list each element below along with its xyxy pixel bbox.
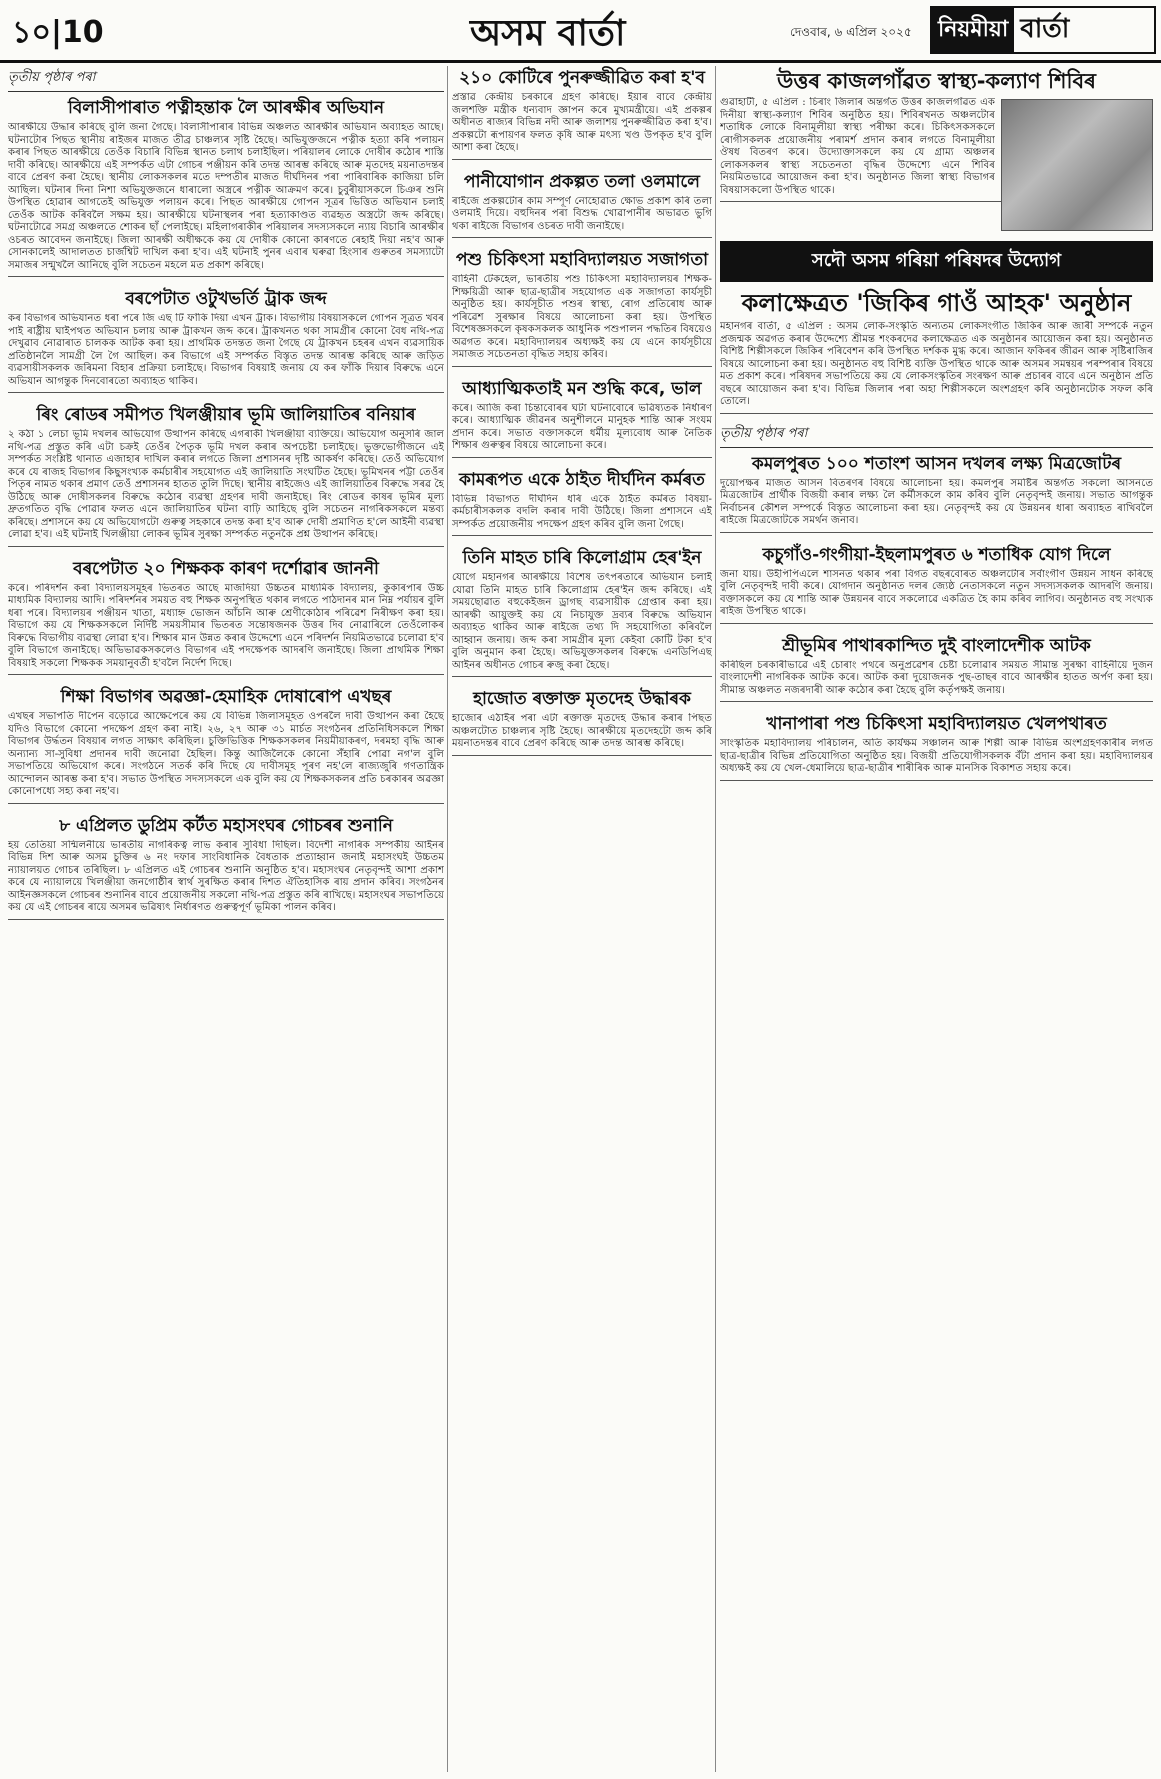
article-headline: ৰিং ৰোডৰ সমীপত খিলঞ্জীয়াৰ ভূমি জালিয়াতিৰ বনিয়াৰ xyxy=(36,405,416,425)
article xyxy=(8,96,444,281)
article xyxy=(720,66,1153,235)
masthead xyxy=(0,0,1161,63)
article-headline: আধ্যাত্মিকতাই মন শুদ্ধি কৰে, ভাল xyxy=(462,378,702,399)
publication-name: অসম বাৰ্তা xyxy=(470,13,626,54)
article-divider xyxy=(452,366,712,367)
article-divider xyxy=(452,237,712,238)
column-right xyxy=(720,66,1153,1772)
article xyxy=(452,66,712,164)
continued-from-label: তৃতীয় পৃষ্ঠাৰ পৰা xyxy=(8,68,444,92)
article-body: জনা যায়। উইপিপিএলে শাসনত থকাৰ পৰা বিগত বছৰবোৰত অঞ্চলটোৰ সৰ্বাংগীণ উন্নয়ন সাধন কৰিছে বুলি নেতৃবৃন্দই দাবী কৰে। যোগদান অনুষ্ঠানত দলৰ জ্যেষ্ঠ নেতাসকলে নতুন সদস্যসকলক আদৰণি জনায়। বক্তাসকলে কয় যে শান্তি আৰু উন্নয়নৰ বাবে সকলোৱে একত্ৰিত হৈ কাম কৰিব লাগিব। অনুষ্ঠানত বহু সংখ্যক ৰাইজ উপস্থিত থাকে। xyxy=(720,568,1153,617)
article xyxy=(8,814,444,924)
article-divider xyxy=(720,780,1153,781)
article-headline: শ্ৰীভূমিৰ পাথাৰকান্দিত দুই বাংলাদেশীক আটক xyxy=(782,635,1091,656)
publication-date: দেওবাৰ, ৬ এপ্ৰিল ২০২৫ xyxy=(790,25,912,39)
article-divider xyxy=(452,457,712,458)
article xyxy=(720,543,1153,628)
continued-from-label: তৃতীয় পৃষ্ঠাৰ পৰা xyxy=(720,424,1153,448)
article-body: দুয়োপক্ষৰ মাজত আসন বিতৰণৰ বিষয়ে আলোচনা হয়। কমলপুৰ সমষ্টিৰ অন্তৰ্গত সকলো আসনতে মিত্ৰজোটৰ প্ৰাৰ্থীক বিজয়ী কৰাৰ লক্ষ্য লৈ কৰ্মীসকলে কাম কৰিব বুলি নেতৃবৃন্দই জনায়। সভাত আগন্তুক নিৰ্বাচনৰ কৌশল সম্পৰ্কে বিস্তৃত আলোচনা কৰা হয়। নেতৃবৃন্দই কয় যে উন্নয়নৰ ধাৰা অব্যাহত ৰাখিবলৈ ৰাইজে মিত্ৰজোটকে সমৰ্থন জনাব। xyxy=(720,477,1153,526)
article-body: আৰক্ষীয়ে উদ্ধাৰ কৰিছে বুলি জনা গৈছে। বিলাসীপাৰাৰ বিভিন্ন অঞ্চলত আৰক্ষীৰ অভিযান অব্যাহত আছে। ঘটনাটোৰ পিছত স্থানীয় ৰাইজৰ মাজত তীব্ৰ চাঞ্চল্যৰ সৃষ্টি হৈছে। অভিযুক্তজনে পত্নীক হত্যা কৰি পলায়ন কৰাৰ পিছত আৰক্ষীয়ে তেওঁক বিচাৰি বিভিন্ন স্থানত চলাথ চলাইছিল। পৰিয়ালৰ লোকে দোষীৰ কঠোৰ শাস্তি দাবী কৰিছে। আৰক্ষীয়ে এই সম্পৰ্কত এটা গোচৰ পঞ্জীয়ন কৰি তদন্ত আৰম্ভ কৰিছে আৰু মৃতদেহ ময়নাতদন্তৰ বাবে প্ৰেৰণ কৰা হৈছে। স্থানীয় লোকসকলৰ মতে দম্পতীৰ মাজত দীৰ্ঘদিনৰ পৰা পাৰিবাৰিক কাজিয়া চলি আছিল। ঘটনাৰ দিনা নিশা অভিযুক্তজনে ধাৰালো অস্ত্ৰৰে পত্নীক আক্ৰমণ কৰে। চুবুৰীয়াসকলে চিঞৰ শুনি উপস্থিত হোৱাৰ আগতেই অভিযুক্ত পলায়ন কৰে। পিছত আৰক্ষীয়ে গোপন সূত্ৰৰ ভিত্তিত অভিযান চলাই তেওঁক আটক কৰিবলৈ সক্ষম হয়। আৰক্ষীয়ে ঘটনাস্থলৰ পৰা হত্যাকাণ্ডত ব্যৱহৃত অস্ত্ৰটো জব্দ কৰিছে। ঘটনাটোৱে সমগ্ৰ অঞ্চলতে শোকৰ ছাঁ পেলাইছে। মহিলাগৰাকীৰ পৰিয়ালৰ সদস্যসকলে ন্যায় বিচাৰি আৰক্ষীৰ ওচৰত আবেদন জনাইছে। জিলা আৰক্ষী অধীক্ষকে কয় যে দোষীক কোনো কাৰণতে ৰেহাই দিয়া নহ'ব আৰু সোনকালেই আদালতত চাৰ্জশ্বিট দাখিল কৰা হ'ব। এই ঘটনাই পুনৰ এবাৰ ঘৰুৱা হিংসাৰ গুৰুতৰ সমস্যাটো সমাজৰ সন্মুখলৈ আনিছে বুলি সচেতন মহলে মত প্ৰকাশ কৰিছে। xyxy=(8,122,444,271)
article-body: মহানগৰ বাৰ্তা, ৫ এপ্ৰিল : অসম লোক-সংস্কৃতি অন্যতম লোকসংগীত জিকিৰ আৰু জাৰী সম্পৰ্কে নতুন প্ৰজন্মক অৱগত কৰাৰ উদ্দেশ্যে শ্ৰীমন্ত শংকৰদেৱ কলাক্ষেত্ৰত এক অনুষ্ঠানৰ আয়োজন কৰা হয়। অনুষ্ঠানত বিশিষ্ট শিল্পীসকলে জিকিৰ পৰিবেশন কৰি উপস্থিত দৰ্শকক মুগ্ধ কৰে। আজান ফকিৰৰ জীৱন আৰু সৃষ্টিৰাজিৰ বিষয়ে আলোচনা কৰা হয়। অনুষ্ঠানত বহু বিশিষ্ট ব্যক্তি উপস্থিত থাকে আৰু অসমৰ সমন্বয়ৰ পৰম্পৰাৰ বিষয়ে মত প্ৰকাশ কৰে। পৰিষদৰ সভাপতিয়ে কয় যে লোকসংস্কৃতিৰ সংৰক্ষণ আৰু প্ৰচাৰৰ বাবে এনে অনুষ্ঠান প্ৰতি বছৰে আয়োজন কৰা হ'ব। বিভিন্ন জিলাৰ পৰা অহা শিল্পীসকলে অংশগ্ৰহণ কৰি অনুষ্ঠানটোক সফল কৰি তোলে। xyxy=(720,321,1153,407)
article-divider xyxy=(8,919,444,920)
article-headline: পশু চিকিৎসা মহাবিদ্যালয়ত সজাগতা xyxy=(455,250,709,270)
article xyxy=(720,712,1153,785)
section-banner: সদৌ অসম গৰিয়া পৰিষদৰ উদ্যোগ xyxy=(720,241,1153,282)
article-body: যোগে মহানগৰ আৰক্ষীয়ে বিশেষ তৎপৰতাৰে অভিযান চলাই যোৱা তিনি মাহত চাৰি কিলোগ্ৰাম হেৰ'ইন জব্দ কৰিছে। এই সময়ছোৱাত বহুকেইজন ড্ৰাগছ ব্যৱসায়ীক গ্ৰেপ্তাৰ কৰা হয়। আৰক্ষী আয়ুক্তই কয় যে নিচাযুক্ত দ্ৰব্যৰ বিৰুদ্ধে অভিযান অব্যাহত থাকিব আৰু ৰাইজে তথ্য দি সহযোগিতা কৰিবলৈ আহ্বান জনায়। জব্দ কৰা সামগ্ৰীৰ মূল্য কেইবা কোটি টকা হ'ব বুলি অনুমান কৰা হৈছে। অভিযুক্তসকলৰ বিৰুদ্ধে এনডিপিএছ আইনৰ অধীনত গোচৰ ৰুজু কৰা হৈছে। xyxy=(452,572,712,671)
article-headline: হাজোত ৰক্তাক্ত মৃতদেহ উদ্ধাৰক xyxy=(473,689,691,709)
article xyxy=(8,557,444,680)
article-divider xyxy=(452,676,712,677)
article xyxy=(452,687,712,760)
article-divider xyxy=(8,674,444,675)
article-body: কৰে। আজি কৰা চিন্তাবোৰৰ ঘটা ঘটনাবোৰে ভৱিষ্যতক নিৰ্ধাৰণ কৰে। আধ্যাত্মিক জীৱনৰ অনুশীলনে মানুহক শান্তি আৰু সংযম প্ৰদান কৰে। সভাত বক্তাসকলে ধৰ্মীয় মূল্যবোধ আৰু নৈতিক শিক্ষাৰ গুৰুত্বৰ বিষয়ে আলোচনা কৰে। xyxy=(452,402,712,451)
article-body: কৰিছিল চৰকাৰীভাৱে এই চোৰাং পথৰে অনুপ্ৰৱেশৰ চেষ্টা চলোৱাৰ সময়ত সীমান্ত সুৰক্ষা বাহিনীয়ে দুজন বাংলাদেশী নাগৰিকক আটক কৰে। আটক কৰা দুয়োজনক পুছ-তাছৰ বাবে আৰক্ষীৰ হাতত অৰ্পণ কৰা হয়। সীমান্ত অঞ্চলত নজৰদাৰী আৰু কঠোৰ কৰা হৈছে বুলি কৰ্তৃপক্ষই জনায়। xyxy=(720,659,1153,696)
column-middle xyxy=(452,66,712,1772)
column-rule xyxy=(715,66,716,1772)
article-headline: ৮ এপ্ৰিলত ডুপ্ৰিম কৰ্টত মহাসংঘৰ গোচৰৰ শুনানি xyxy=(59,815,393,836)
article-headline: কামৰূপত একে ঠাইত দীৰ্ঘদিন কৰ্মৰত xyxy=(459,469,705,490)
article-body: সাংস্কৃতিক মহাবিদ্যালয় পৰিচালন, অতি কাৰ্যক্ষম সঞ্চালন আৰু শিল্পী আৰু বিভিন্ন অংশগ্ৰহণকাৰীৰ লগত ছাত্ৰ-ছাত্ৰীৰ বিভিন্ন প্ৰতিযোগিতা অনুষ্ঠিত হয়। বিজয়ী প্ৰতিযোগীসকলক বঁটা প্ৰদান কৰা হয়। মহাবিদ্যালয়ৰ অধ্যক্ষই কয় যে খেল-ধেমালিয়ে ছাত্ৰ-ছাত্ৰীৰ শাৰীৰিক আৰু মানসিক বিকাশত সহায় কৰে। xyxy=(720,738,1153,774)
logo xyxy=(930,6,1156,54)
article-divider xyxy=(8,803,444,804)
article-headline: বৰপেটাত ২০ শিক্ষকক কাৰণ দৰ্শোৱাৰ জাননী xyxy=(73,558,379,579)
article-headline: খানাপাৰা পশু চিকিৎসা মহাবিদ্যালয়ত খেলপথাৰত xyxy=(766,714,1107,734)
logo-right-text: বাৰ্তা xyxy=(1020,14,1070,44)
article-headline: শিক্ষা বিভাগৰ অৱজ্ঞা-হেমাহিক দোষাৰোপ এখছৰ xyxy=(60,687,392,707)
article-headline: কলাক্ষেত্ৰত 'জিকিৰ গাওঁ আহক' অনুষ্ঠান xyxy=(741,289,1132,317)
article xyxy=(720,452,1153,537)
article-headline: ২১০ কোটিৰে পুনৰুজ্জীৱিত কৰা হ'ব xyxy=(459,68,705,88)
article-headline: বিলাসীপাৰাত পত্নীহন্তাক লৈ আৰক্ষীৰ অভিযান xyxy=(67,98,385,118)
article xyxy=(8,685,444,808)
article-divider xyxy=(8,546,444,547)
article-headline: উত্তৰ কাজলগাঁৱত স্বাস্থ্য-কল্যাণ শিবিৰ xyxy=(777,69,1096,93)
column-left xyxy=(8,66,444,1772)
article-headline: তিনি মাহত চাৰি কিলোগ্ৰাম হেৰ'ইন xyxy=(462,548,702,568)
article-divider xyxy=(720,623,1153,624)
article-divider xyxy=(720,413,1153,414)
article-body: ৰাইজে প্ৰকল্পটোৰ কাম সম্পূৰ্ণ নোহোৱাত ক্ষোভ প্ৰকাশ কৰি তলা ওলমাই দিয়ে। বহুদিনৰ পৰা বিশুদ্ধ খোৱাপানীৰ অভাৱত ভুগি থকা ৰাইজে বিভাগৰ ওচৰত দাবী জনাইছে। xyxy=(452,195,712,232)
article-divider xyxy=(8,276,444,277)
article xyxy=(720,286,1153,418)
article-body: প্ৰস্তাৱ কেন্দ্ৰীয় চৰকাৰে গ্ৰহণ কৰিছে। ইয়াৰ বাবে কেন্দ্ৰীয় জলশক্তি মন্ত্ৰীক ধন্যবাদ জ্ঞাপন কৰে মুখ্যমন্ত্ৰীয়ে। এই প্ৰকল্পৰ অধীনত ৰাজ্যৰ বিভিন্ন নদী আৰু জলাশয় পুনৰুজ্জীৱিত কৰা হ'ব। প্ৰকল্পটো ৰূপায়ণৰ ফলত কৃষি আৰু মৎস্য খণ্ড উপকৃত হ'ব বুলি আশা কৰা হৈছে। xyxy=(452,92,712,153)
article-divider xyxy=(720,532,1153,533)
article xyxy=(452,468,712,541)
article-body: হাজোৰ এঠাইৰ পৰা এটা ৰক্তাক্ত মৃতদেহ উদ্ধাৰ কৰাৰ পিছত অঞ্চলটোত চাঞ্চল্যৰ সৃষ্টি হৈছে। আৰক্ষীয়ে মৃতদেহটো জব্দ কৰি ময়নাতদন্তৰ বাবে প্ৰেৰণ কৰিছে আৰু তদন্ত আৰম্ভ কৰিছে। xyxy=(452,713,712,749)
article-headline: পানীযোগান প্ৰকল্পত তলা ওলমালে xyxy=(464,171,700,192)
article xyxy=(452,546,712,681)
article xyxy=(452,170,712,243)
article-headline: বৰপেটাত ওটুখভৰ্তি ট্ৰাক জব্দ xyxy=(125,289,327,309)
article-body: বিভিন্ন বিভাগত দীৰ্ঘদিন ধৰি একে ঠাইত কৰ্মৰত বিষয়া-কৰ্মচাৰীসকলক বদলি কৰাৰ দাবী উঠিছে। জিলা প্ৰশাসনে এই সম্পৰ্কত প্ৰয়োজনীয় পদক্ষেপ গ্ৰহণ কৰিব বুলি জনা গৈছে। xyxy=(452,493,712,530)
article-divider xyxy=(452,535,712,536)
article-divider xyxy=(720,701,1153,702)
logo-left-text: নিয়মীয়া xyxy=(932,8,1014,53)
article-headline: কমলপুৰত ১০০ শতাংশ আসন দখলৰ লক্ষ্য মিত্ৰজোটৰ xyxy=(751,453,1122,474)
article-body: কৰ বিভাগৰ অভিযানত ধৰা পৰে জি এছ টি ফাঁকি দিয়া এখন ট্ৰাক। বিভাগীয় বিষয়াসকলে গোপন সূত্ৰত খবৰ পাই ৰাষ্ট্ৰীয় ঘাইপথত অভিযান চলায় আৰু ট্ৰাকখন জব্দ কৰে। ট্ৰাকখনত থকা সামগ্ৰীৰ কোনো বৈধ নথি-পত্ৰ দেখুৱাব নোৱাৰাত চালকক আটক কৰা হয়। প্ৰাথমিক তদন্তত জনা গৈছে যে ট্ৰাকখন চহৰৰ এখন ব্যৱসায়িক প্ৰতিষ্ঠানলৈ সামগ্ৰী লৈ গৈ আছিল। কৰ বিভাগে এই সম্পৰ্কত বিস্তৃত তদন্ত আৰম্ভ কৰিছে আৰু জড়িত ব্যৱসায়ীসকলক জৰিমনা বিহাৰ প্ৰক্ৰিয়া চলাইছে। বিভাগৰ বিষয়াই জনায় যে কৰ ফাঁকি দিয়াৰ বিৰুদ্ধে এনে অভিযান আগন্তুক দিনবোৰতো অব্যাহত থাকিব। xyxy=(8,313,444,387)
page-number: ১০|10 xyxy=(12,15,104,50)
article-body: কৰে। পৰিদৰ্শন কৰা বিদ্যালয়সমূহৰ ভিতৰত আছে মাজদিয়া উচ্চতৰ মাধ্যমিক বিদ্যালয়, কুকাৰপাৰ উচ্চ মাধ্যমিক বিদ্যালয় আদি। পৰিদৰ্শনৰ সময়ত বহু শিক্ষক অনুপস্থিত থকাৰ লগতে পাঠদানৰ মান নিম্ন পৰ্যায়ৰ বুলি ধৰা পৰে। বিদ্যালয়ৰ পঞ্জীয়ন খাতা, মধ্যাহ্ন ভোজন আঁচনি আৰু শ্ৰেণীকোঠাৰ পৰিৱেশ নিৰীক্ষণ কৰা হয়। বিভাগে কয় যে শিক্ষকসকলে নিৰ্দিষ্ট সময়সীমাৰ ভিতৰত সন্তোষজনক উত্তৰ দিব নোৱাৰিলে তেওঁলোকৰ বিৰুদ্ধে বিভাগীয় ব্যৱস্থা লোৱা হ'ব। শিক্ষাৰ মান উন্নত কৰাৰ উদ্দেশ্যে এনে পৰিদৰ্শন নিয়মিতভাৱে চলোৱা হ'ব বুলি বিভাগে জনাইছে। অভিভাৱকসকলেও বিভাগৰ এই পদক্ষেপক আদৰণি জনাইছে। জিলা প্ৰাথমিক শিক্ষা বিষয়াই সকলো শিক্ষকক সময়ানুবৰ্তী হ'বলৈ নিৰ্দেশ দিছে। xyxy=(8,582,444,669)
article xyxy=(452,377,712,462)
article-body: এখছৰ সভাপতি দীপেন বড়োৱে আক্ষেপেৰে কয় যে বিভিন্ন জিলাসমূহত ওপৰলৈ দাবী উত্থাপন কৰা হৈছে যদিও বিভাগে কোনো পদক্ষেপ গ্ৰহণ কৰা নাই। ২৬, ২৭ আৰু ৩১ মাৰ্চত সংগঠনৰ প্ৰতিনিধিসকলে শিক্ষা বিভাগৰ উৰ্দ্ধতন বিষয়াৰ লগত সাক্ষাৎ কৰিছিল। চুক্তিভিত্তিক শিক্ষকসকলৰ নিয়মীয়াকৰণ, দৰমহা বৃদ্ধি আৰু অন্যান্য সা-সুবিধা প্ৰদানৰ দাবী জনোৱা হৈছিল। কিন্তু আজিলৈকে কোনো সঁহাৰি পোৱা নগ'ল বুলি সভাপতিয়ে অভিযোগ কৰে। সংগঠনে সতৰ্ক কৰি দিছে যে দাবীসমূহ পূৰণ নহ'লে ৰাজ্যজুৰি গণতান্ত্ৰিক আন্দোলন আৰম্ভ কৰা হ'ব। সভাত উপস্থিত সদস্যসকলে এক বুলি কয় যে শিক্ষকসকলৰ প্ৰতি চৰকাৰৰ অৱজ্ঞা কোনোপধ্যে সহ্য কৰা নহ'ব। xyxy=(8,711,444,797)
article-body: ২ কঠা ১ লেচা ভূমি দখলৰ অভিযোগ উত্থাপন কৰিছে এগৰাকী খিলঞ্জীয়া ব্যক্তিয়ে। অভিযোগ অনুসৰি জাল নথি-পত্ৰ প্ৰস্তুত কৰি এটা চক্ৰই তেওঁৰ পৈতৃক ভূমি দখল কৰাৰ অপচেষ্টা চলাইছে। ভুক্তভোগীজনে এই সম্পৰ্কত সংশ্লিষ্ট থানাত এজাহাৰ দাখিল কৰাৰ লগতে জিলা প্ৰশাসনৰ দৃষ্টি আকৰ্ষণ কৰিছে। তেওঁ অভিযোগ কৰে যে ৰাজহ বিভাগৰ কিছুসংখ্যক কৰ্মচাৰীৰ সহযোগত এই জালিয়াতি সংঘটিত হৈছে। ভূমিখনৰ পট্টা তেওঁৰ পিতৃৰ নামত থকাৰ প্ৰমাণ তেওঁ প্ৰশাসনৰ হাতত তুলি দিছে। স্থানীয় ৰাইজেও এই জালিয়াতিৰ বিৰুদ্ধে সৰৱ হৈ উঠিছে আৰু দোষীসকলৰ বিৰুদ্ধে কঠোৰ ব্যৱস্থা গ্ৰহণৰ দাবী জনাইছে। ৰিং ৰোডৰ কাষৰ ভূমিৰ মূল্য দ্ৰুতগতিত বৃদ্ধি পোৱাৰ ফলত এনে জালিয়াতিৰ ঘটনা বাঢ়ি আহিছে বুলি সচেতন নাগৰিকসকলে মন্তব্য কৰিছে। প্ৰশাসনে কয় যে অভিযোগটো গুৰুত্ব সহকাৰে তদন্ত কৰা হ'ব আৰু দোষী প্ৰমাণিত হ'লে আইনী ব্যৱস্থা লোৱা হ'ব। এই ঘটনাই খিলঞ্জীয়া লোকৰ ভূমিৰ সুৰক্ষা সম্পৰ্কত নতুনকৈ প্ৰশ্ন উত্থাপন কৰিছে। xyxy=(8,429,444,540)
article xyxy=(8,287,444,397)
article xyxy=(8,403,444,551)
article-body: গুৱাহাটী, ৫ এপ্ৰিল : চিৰাং জিলাৰ অন্তৰ্গত উত্তৰ কাজলগাঁৱত এক দিনীয়া স্বাস্থ্য-কল্যাণ শিবিৰ অনুষ্ঠিত হয়। শিবিৰখনত অঞ্চলটোৰ শতাধিক লোকে বিনামূলীয়া স্বাস্থ্য পৰীক্ষা কৰে। চিকিৎসকসকলে ৰোগীসকলক প্ৰয়োজনীয় পৰামৰ্শ প্ৰদান কৰাৰ লগতে বিনামূলীয়া ঔষধ বিতৰণ কৰে। উদ্যোক্তাসকলে কয় যে গ্ৰাম্য অঞ্চলৰ লোকসকলৰ স্বাস্থ্য সচেতনতা বৃদ্ধিৰ উদ্দেশ্যে এনে শিবিৰ নিয়মিতভাৱে আয়োজন কৰা হ'ব। অনুষ্ঠানত জিলা স্বাস্থ্য বিভাগৰ বিষয়াসকলো উপস্থিত থাকে। xyxy=(720,97,995,196)
column-rule xyxy=(447,66,448,1772)
article-divider xyxy=(452,755,712,756)
article-divider xyxy=(452,159,712,160)
news-photo xyxy=(1001,99,1153,231)
article-body: বাহিনী টেকহেল, ভাৰতীয় পশু চিকিৎসা মহাবিদ্যালয়ৰ শিক্ষক-শিক্ষয়িত্ৰী আৰু ছাত্ৰ-ছাত্ৰীৰ সহযোগত এক সজাগতা কাৰ্যসূচী অনুষ্ঠিত হয়। কাৰ্যসূচীত পশুৰ স্বাস্থ্য, ৰোগ প্ৰতিৰোধ আৰু পৰিৱেশ সুৰক্ষাৰ বিষয়ে আলোচনা কৰা হয়। উপস্থিত বিশেষজ্ঞসকলে কৃষকসকলক আধুনিক পশুপালন পদ্ধতিৰ বিষয়েও অৱগত কৰে। মহাবিদ্যালয়ৰ অধ্যক্ষই কয় যে এনে কাৰ্যসূচীয়ে সমাজত সচেতনতা বৃদ্ধিত সহায় কৰিব। xyxy=(452,274,712,360)
article-body: হয় তেতিয়া সন্মিলনীয়ে ভাৰতীয় নাগৰিকত্ব লাভ কৰাৰ সুবিধা দিছিল। বিদেশী নাগৰিক সম্পৰ্কীয় আইনৰ বিভিন্ন দিশ আৰু অসম চুক্তিৰ ৬ নং দফাৰ সাংবিধানিক বৈধতাক প্ৰত্যাহ্বান জনাই মহাসংঘই উচ্চতম ন্যায়ালয়ত গোচৰ তৰিছিল। ৮ এপ্ৰিলত এই গোচৰৰ শুনানি অনুষ্ঠিত হ'ব। মহাসংঘৰ নেতৃবৃন্দই আশা প্ৰকাশ কৰে যে ন্যায়ালয়ে খিলঞ্জীয়া জনগোষ্ঠীৰ স্বাৰ্থ সুৰক্ষিত কৰাৰ দিশত ঐতিহাসিক ৰায় প্ৰদান কৰিব। সংগঠনৰ আইনজ্ঞসকলে গোচৰৰ শুনানিৰ বাবে প্ৰয়োজনীয় সকলো নথি-পত্ৰ প্ৰস্তুত কৰি ৰাখিছে। মহাসংঘৰ সভাপতিয়ে কয় যে এই গোচৰৰ ৰায়ে অসমৰ ভৱিষ্যৎ নিৰ্ধাৰণত গুৰুত্বপূৰ্ণ ভূমিকা পালন কৰিব। xyxy=(8,839,444,913)
article-divider xyxy=(8,392,444,393)
article xyxy=(452,248,712,371)
article xyxy=(720,634,1153,707)
article-headline: কচুগাঁও-গংগীয়া-ইছলামপুৰত ৬ শতাধিক যোগ দিলে xyxy=(762,544,1111,565)
